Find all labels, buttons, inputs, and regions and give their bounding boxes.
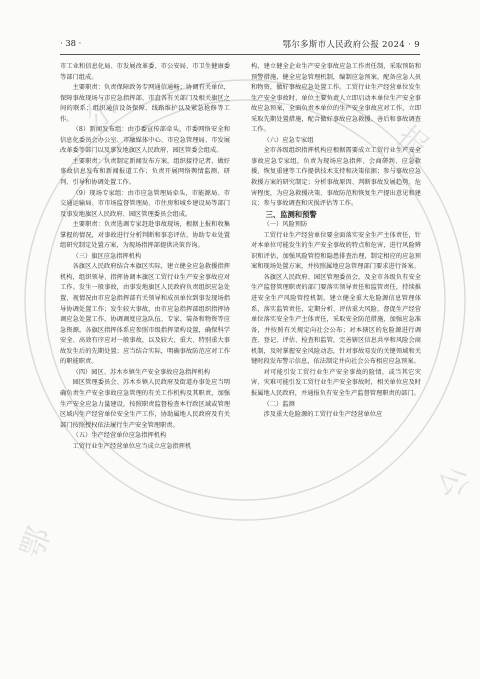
paragraph: 工贸行业生产经营单位应当成立应急指挥机 [72, 442, 192, 450]
section-heading: （二）监测 [263, 400, 295, 408]
svg-text:鄂: 鄂 [14, 522, 58, 563]
paragraph: 主要职责：负责保障政务专网通信通畅；协调有关单位，保障事故现场与市应急指挥部、市直各有关部门及相关旗区之间的联系；组织通信设备保障、线路维护以及紧急抢修等工作。 [60, 84, 230, 123]
paragraph: 园区管理委员会、苏木乡镇人民政府及街道办事处应当明确负责生产安全事故应急管理的有关工作机构及其职责，加强生产安全应急力量建设，按照职责监督检查本行政区域或管理区域内生产经营单位安全生产工作，协助属地人民政府及有关部门按照授权依法履行生产安全管理职责。 [60, 379, 230, 429]
paragraph: （8）新闻发布组：由市委宣传部牵头，市委网络安全和信息化委员会办公室、市融媒体中心、市应急管理局、市发展改革委等部门以及事发地旗区人民政府、园区管委会组成。 [60, 126, 230, 155]
paragraph: 各旗区人民政府结合本旗区实际，建立健全应急救援指挥机构，组织领导、指挥协调本旗区工贸行业生产安全事故应对工作。发生一般事故，由事发地旗区人民政府负责组织应急处置，视情况由市应急指挥部有关领导和成员单位到事发现场指导协调处置工作；发生较大事故，由市应急指挥部组织指挥协调应急处置工作，协调调度应急队伍、专家、装备和物资等应急资源。各旗区指挥体系应参照市级指挥架构设置，确保科学安全、高效有序应对一般事故，以及较大、重大、特别重大事故发生后的先期处置；应当结合实际，明确事故防范应对工作的职能职责。 [60, 263, 230, 366]
svg-text:公: 公 [432, 463, 474, 502]
section-heading: （六）应急专家组 [263, 136, 314, 144]
publication-title: 鄂尔多斯市人民政府公报 2024 · 9 [282, 39, 420, 49]
svg-text:尔: 尔 [79, 90, 125, 137]
section-heading: （五）生产经营单位应急指挥机构 [72, 432, 167, 440]
paragraph: 构，建立健全企业生产安全事故应急工作责任制，采取预防和预警措施，健全应急管理机制，编制应急预案，配备应急人员和物资，做好事故应急处置工作。工贸行业生产经营单位发生生产安全事故时，单位主要负责人立即启动本单位生产安全事故应急预案，全面负责本单位的生产安全事故应对工作，立即采取先期处置措施，配合做好事故应急救援、善后和事故调查工作。 [251, 63, 421, 134]
paragraph: 主要职责：负责选调专家赶赴事故现场，根据上报和收集掌握的情况，对事故进行分析判断和事态评估，协助专业处置组研究制定处置方案，为现场指挥部提供决策咨询。 [60, 221, 230, 250]
svg-text:报: 报 [389, 119, 436, 166]
paragraph: 全市各级组织指挥机构应根据需要成立工贸行业生产安全事故应急专家组，负责为现场应急指挥、会商研判、应急救援、恢复重建等工作提供技术支持和决策依据；参与事故应急救援方案的研究制定；分析事故原因、判断事故发展趋势、危害程度，为应急救援决策、事故防范和恢复生产提出意见和建议；参与事故调查和灾损评估等工作。 [251, 147, 421, 208]
section-heading: 三、监测和预警 [265, 209, 317, 219]
section-heading: （四）园区、苏木乡镇生产安全事故应急指挥机构 [72, 368, 210, 376]
paragraph: （9）现场专家组：由市应急管理局牵头，市能源局、市交通运输局、市市场监督管理局、市住房和城乡建设局等部门及事发地旗区人民政府、园区管理委员会组成。 [60, 189, 230, 218]
right-column [251, 62, 421, 421]
paragraph: 各旗区人民政府、园区管理委员会，及全市各级负有安全生产监督管理职责的部门要落实领导责任和监管责任，持续推进安全生产风险管控机制，建立健全重大危险源信息管理体系，落实监管责任，定期分析、评估重大风险，督促生产经营单位落实安全生产主体责任，采取安全防范措施，加强应急准备，并按照有关规定向社会公布；对本辖区的危险源进行调查、登记、评估、检查和监管，完善辖区信息共享和风险会商机制，及时掌握安全风险动态，针对事故易发的关键领域和关键时段发布警示信息，依法制定并向社会公布相应应急预案。 [251, 273, 421, 366]
paragraph: 工贸行业生产经营单位要全面落实安全生产主体责任，针对本单位可能发生的生产安全事故的特点和危害，进行风险辨识和评估，加强风险管控和隐患排查治理，制定相应的应急预案和现场处置方案，并按照属地应急管理部门要求进行备案。 [251, 231, 421, 271]
page-header [60, 38, 420, 52]
section-heading: （一）风险预防 [263, 221, 308, 229]
section-heading: （三）旗区应急指挥机构 [72, 252, 142, 260]
left-column [60, 62, 230, 452]
paragraph: 涉及重大危险源的工贸行业生产经营单位应 [263, 411, 383, 419]
paragraph: 市工业和信息化局、市发展改革委、市公安局、市卫生健康委等部门组成。 [60, 63, 230, 81]
header-rule [60, 54, 420, 55]
paragraph: 对可能引发工贸行业生产安全事故的险情，或当其它灾害、灾难可能引发工贸行业生产安全事故时，相关单位应及时报属地人民政府，并通报负有安全生产监督管理职责的部门。 [251, 368, 421, 397]
paragraph: 主要职责：负责制定新闻发布方案，组织接待记者，做好事故信息发布和新闻报道工作；负责开展网络舆情监测、研判、引导和协调处置工作。 [60, 157, 230, 187]
page-number: · 38 · [60, 38, 82, 48]
